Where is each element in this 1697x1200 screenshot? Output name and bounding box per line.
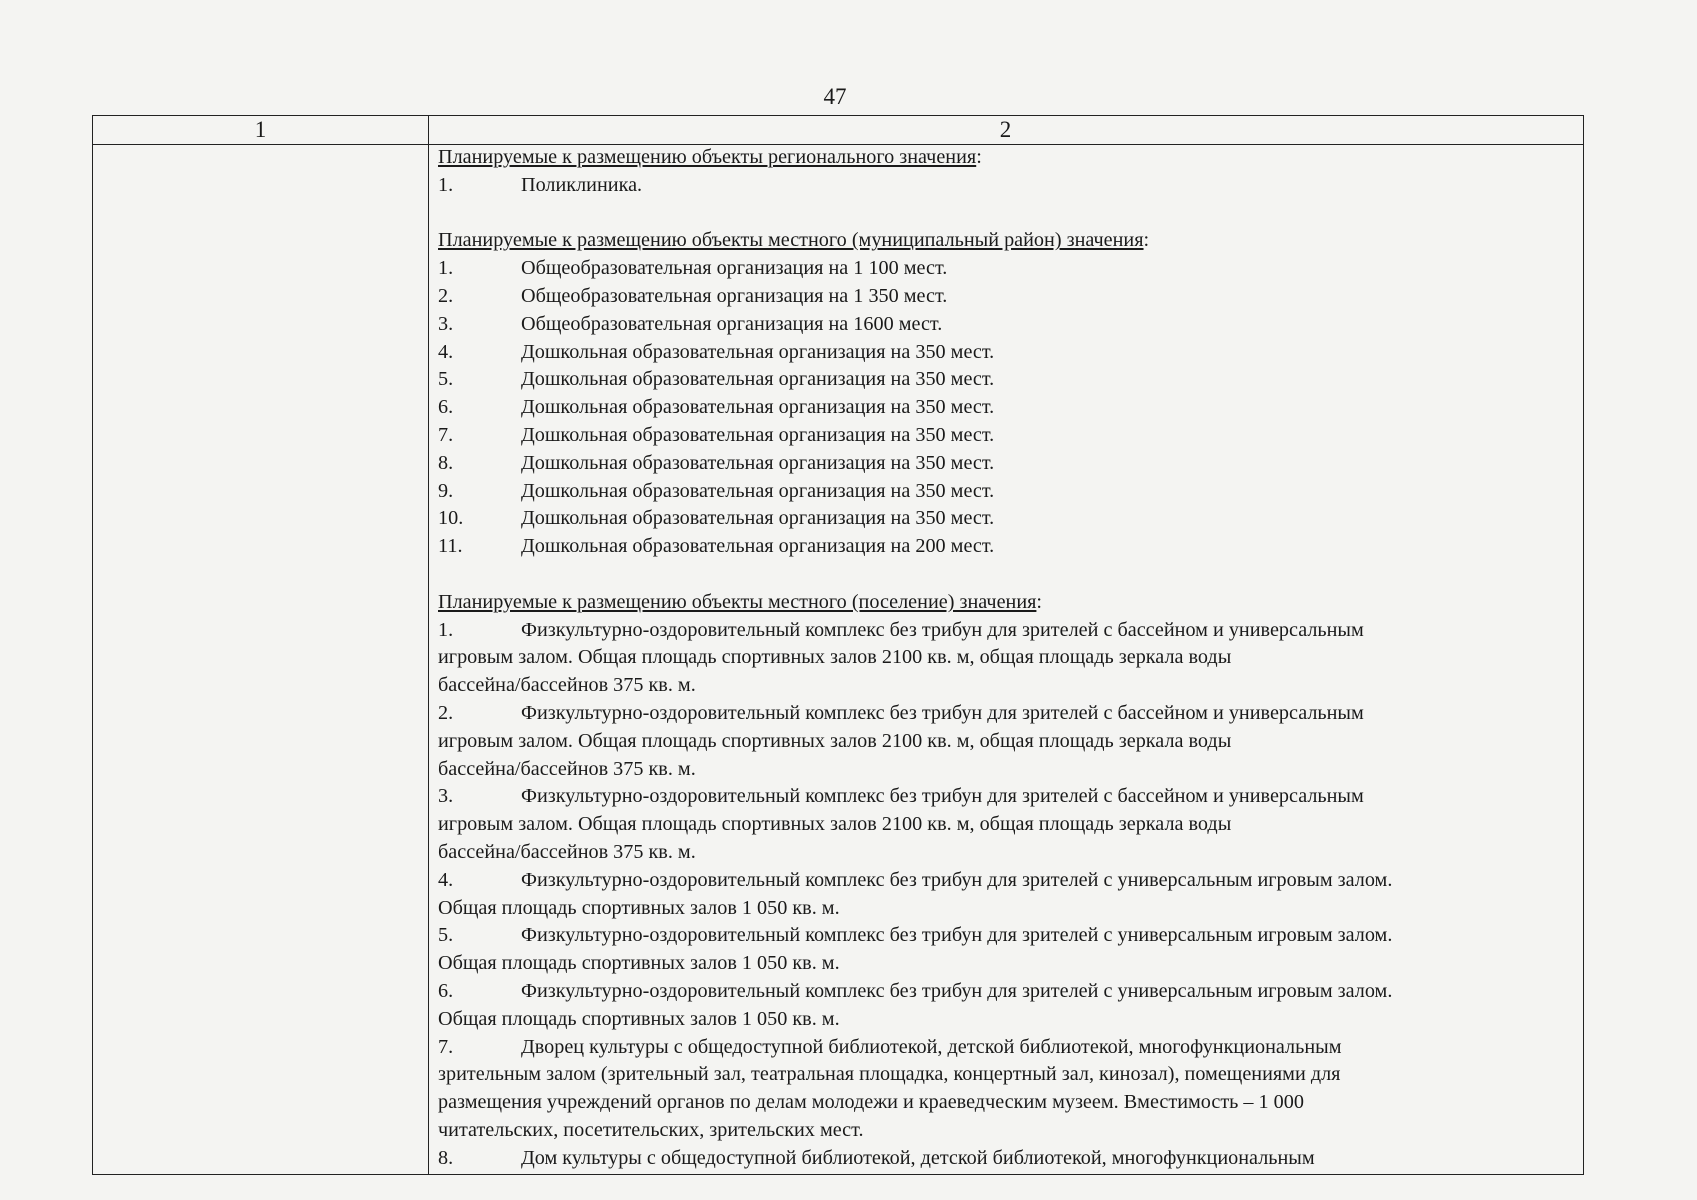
table-header-row [93,116,1583,145]
list-item [438,450,1573,478]
item-number: 4. [438,340,454,363]
item-text: читательских, посетительских, зрительских мест. [438,1118,864,1141]
item-number: 8. [438,451,454,474]
item-text: Общая площадь спортивных залов 1 050 кв. м. [438,1007,840,1030]
list-item [438,783,1573,811]
item-number: 1. [438,173,454,196]
list-item [438,283,1573,311]
section-title-municipal: Планируемые к размещению объекты местного (муниципальный район) значения [438,229,1144,252]
item-text: Дошкольная образовательная организация на 350 мест. [521,396,995,419]
item-text: Физкультурно-оздоровительный комплекс без трибун для зрителей с бассейном и универсальным [521,701,1364,724]
item-text: Дошкольная образовательная организация на 350 мест. [521,451,995,474]
section-settlement: Планируемые к размещению объекты местного (поселение) значения: [438,590,1043,613]
item-number: 5. [438,368,454,391]
list-item-continuation [438,1117,1573,1145]
list-item [438,867,1573,895]
item-number: 1. [438,257,454,280]
item-text: Общая площадь спортивных залов 1 050 кв. м. [438,896,840,919]
list-item-continuation [438,1006,1573,1034]
item-number: 5. [438,924,454,947]
item-text: Дошкольная образовательная организация на 200 мест. [521,535,995,558]
item-text: Физкультурно-оздоровительный комплекс без трибун для зрителей с универсальным игровым залом. [521,868,1393,891]
municipal-list [438,255,1573,561]
list-item [438,700,1573,728]
item-text: бассейна/бассейнов 375 кв. м. [438,757,696,780]
item-text: Дом культуры с общедоступной библиотекой, детской библиотекой, многофункциональным [521,1146,1315,1169]
column-divider [428,116,429,1174]
list-item [438,339,1573,367]
item-number: 3. [438,785,454,808]
list-item-continuation [438,839,1573,867]
section-regional: Планируемые к размещению объекты регионального значения: [438,146,982,168]
item-text: игровым залом. Общая площадь спортивных залов 2100 кв. м, общая площадь зеркала воды [438,729,1232,752]
item-text: Физкультурно-оздоровительный комплекс без трибун для зрителей с универсальным игровым залом. [521,979,1393,1002]
list-item [438,366,1573,394]
item-number: 8. [438,1146,454,1169]
item-number: 11. [438,535,463,558]
item-text: Дошкольная образовательная организация на 350 мест. [521,507,995,530]
item-number: 6. [438,979,454,1002]
item-number: 10. [438,507,464,530]
item-text: бассейна/бассейнов 375 кв. м. [438,840,696,863]
item-text: Общеобразовательная организация на 1 100 мест. [521,257,948,280]
list-item-continuation [438,811,1573,839]
list-item-continuation [438,644,1573,672]
table-cell-col2 [438,144,1573,1172]
list-item-continuation [438,756,1573,784]
list-item-continuation [438,1089,1573,1117]
list-item [438,617,1573,645]
regional-list [438,172,1573,200]
list-item [438,172,1573,200]
list-item [438,978,1573,1006]
list-item-continuation [438,728,1573,756]
list-item [438,394,1573,422]
item-text: Общеобразовательная организация на 1600 мест. [521,312,943,335]
list-item [438,422,1573,450]
list-item [438,1034,1573,1062]
item-text: Физкультурно-оздоровительный комплекс без трибун для зрителей с бассейном и универсальным [521,785,1364,808]
list-item [438,533,1573,561]
item-text: Дошкольная образовательная организация на 350 мест. [521,340,995,363]
list-item [438,255,1573,283]
list-item-continuation [438,950,1573,978]
list-item-continuation [438,1061,1573,1089]
item-text: Физкультурно-оздоровительный комплекс без трибун для зрителей с универсальным игровым залом. [521,924,1393,947]
item-text: Дошкольная образовательная организация на 350 мест. [521,423,995,446]
item-text: бассейна/бассейнов 375 кв. м. [438,674,696,697]
list-item [438,922,1573,950]
item-text: игровым залом. Общая площадь спортивных залов 2100 кв. м, общая площадь зеркала воды [438,813,1232,836]
item-number: 7. [438,423,454,446]
item-number: 6. [438,396,454,419]
document-table [92,115,1584,1175]
list-item-continuation [438,895,1573,923]
item-text: зрительным залом (зрительный зал, театральная площадка, концертный зал, кинозал), помещениями для [438,1063,1341,1086]
item-text: размещения учреждений органов по делам молодежи и краеведческим музеем. Вместимость – 1 000 [438,1091,1304,1114]
item-text: Дошкольная образовательная организация на 350 мест. [521,368,995,391]
item-text: Общая площадь спортивных залов 1 050 кв. м. [438,952,840,975]
list-item [438,1145,1573,1173]
section-municipal: Планируемые к размещению объекты местного (муниципальный район) значения: [438,229,1150,252]
header-cell-col1: 1 [254,117,267,142]
item-number: 2. [438,284,454,307]
item-number: 4. [438,868,454,891]
item-number: 9. [438,479,454,502]
item-text: Поликлиника. [521,173,643,196]
list-item [438,505,1573,533]
section-title-regional: Планируемые к размещению объекты регионального значения [438,146,977,168]
item-text: игровым залом. Общая площадь спортивных залов 2100 кв. м, общая площадь зеркала воды [438,646,1232,669]
item-text: Общеобразовательная организация на 1 350 мест. [521,284,948,307]
item-text: Физкультурно-оздоровительный комплекс без трибун для зрителей с бассейном и универсальным [521,618,1364,641]
header-cell-col2: 2 [999,117,1012,142]
list-item-continuation [438,672,1573,700]
settlement-list [438,617,1573,1173]
item-text: Дворец культуры с общедоступной библиотекой, детской библиотекой, многофункциональным [521,1035,1342,1058]
page-number: 47 [823,84,847,109]
item-number: 1. [438,618,454,641]
item-number: 3. [438,312,454,335]
item-number: 7. [438,1035,454,1058]
item-text: Дошкольная образовательная организация на 350 мест. [521,479,995,502]
list-item [438,311,1573,339]
list-item [438,478,1573,506]
section-title-settlement: Планируемые к размещению объекты местного (поселение) значения [438,590,1037,613]
item-number: 2. [438,701,454,724]
